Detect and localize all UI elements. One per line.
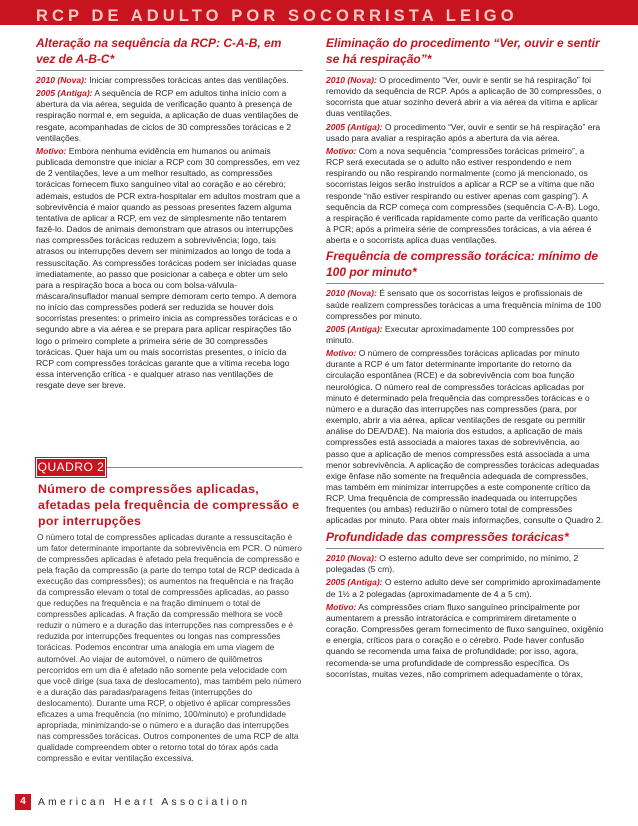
section-divider xyxy=(326,548,604,549)
paragraph-reason xyxy=(36,146,303,391)
paragraph-2005-old xyxy=(326,122,604,144)
text-2005: A sequência de RCP em adultos tinha início com a abertura da via aérea, seguida de verificação quanto à presença de respiração normal e, em seguida, a aplicação de duas ventilações de resgate, acompanhadas de ciclos de 30 compressões torácicas e 2 ventilações. xyxy=(36,88,299,143)
paragraph-reason xyxy=(326,602,604,680)
label-2010: 2010 (Nova): xyxy=(326,553,377,564)
section-title-cab: Alteração na sequência da RCP: C-A-B, em vez de A-B-C* xyxy=(36,36,282,66)
label-2005: 2005 (Antiga): xyxy=(326,323,383,334)
section-title-frequencia: Frequência de compressão torácica: mínimo de 100 por minuto* xyxy=(326,249,599,279)
right-column xyxy=(326,36,604,682)
quadro-tag: QUADRO 2 xyxy=(36,458,106,477)
text-2010: Iniciar compressões torácicas antes das ventilações. xyxy=(86,75,289,85)
label-2005: 2005 (Antiga): xyxy=(326,577,383,588)
section-divider xyxy=(326,70,604,71)
section-title-ver-ouvir: Eliminação do procedimento “Ver, ouvir e sentir se há respiração”* xyxy=(326,36,600,66)
paragraph-2010-new xyxy=(326,288,604,321)
quadro-body: O número total de compressões aplicadas durante a ressuscitação é um fator determinante importante da sobrevivência em PCR. O número de compressões aplicadas é afetado pela frequência de compressão e pela fração da compressão (a parte do tempo total de RCP dedicada à execução das compressões); os aumentos na frequência e na fração da compressão elevam o total de compressões aplicadas, ao passo que reduções na frequência e na fração diminuem o total de compressões aplicadas. A fração da compressão melhora se você reduzir o número e a duração das interrupções nas compressões e é reduzida por interrupções frequentes ou longas nas compressões torácicas. Podemos encontrar uma analogia em uma viagem de automóvel. Ao viajar de automóvel, o número de quilômetros percorridos em um dia é afetado não somente pela velocidade com que você dirige (sua taxa de deslocamento), mas também pelo número e a duração das paradas/paragens feitas (interrupções do deslocamento). Durante uma RCP, o objetivo é aplicar compressões eficazes a uma frequência (no mínimo, 100/minuto) e profundidade apropriada, minimizando-se o número e a duração das interrupções nas compressões torácicas. Outros componentes de uma RCP de alta qualidade compreendem obter o retorno total do tórax após cada compressão e evitar ventilação excessiva. xyxy=(37,532,302,763)
section-title-profundidade: Profundidade das compressões torácicas* xyxy=(326,529,569,544)
label-motivo: Motivo: xyxy=(36,145,67,156)
text-motivo: Embora nenhuma evidência em humanos ou animais publicada demonstre que iniciar a RCP com 30 compressões, em vez de 2 ventilações, leve a um melhor resultado, as compressões torácicas fornecem fluxo sanguíneo vital ao coração e ao cérebro; ademais, estudos de PCR extra-hospitalar em adultos mostram que a sobrevivência é maior quando as pessoas presentes fazem alguma tentativa de aplicar a RCP, em vez de simplesmente não tentarem fazê-lo. Dados de animais demonstram que atrasos ou interrupções nas compressões torácicas reduzem a sobrevivência; logo, tais atrasos ou interrupções devem ser minimizados ao longo de toda a ressuscitação. As compressões torácicas podem ser iniciadas quase imediatamente, ao passo que posicionar a cabeça e obter um selo para a respiração boca a boca ou com bolsa-válvula-máscara/insuflador manual sempre demoram certo tempo. A demora no início das compressões poderá ser reduzida se houver dois socorristas presentes: o primeiro inicia as compressões torácicas e o segundo abre a via aérea e se prepara para aplicar respirações tão logo o primeiro complete a primeira série de 30 compressões torácicas. Quer haja um ou mais socorristas presentes, o início da RCP com compressões torácicas garante que a vítima receba logo essa intervenção crítica - e qualquer atraso nas ventilações de resgate deve ser breve. xyxy=(36,145,301,391)
label-2005: 2005 (Antiga): xyxy=(326,121,383,132)
paragraph-2010-new xyxy=(36,75,303,86)
header-bar xyxy=(0,0,638,25)
paragraph-reason xyxy=(326,348,604,527)
quadro-title: Número de compressões aplicadas, afetadas pela frequência de compressão e por interrupções xyxy=(38,482,300,528)
label-2010: 2010 (Nova): xyxy=(36,75,87,85)
text-motivo: Com a nova sequência “compressões torácicas primeiro”, a RCP será executada se o adulto não estiver respondendo e nem respirando ou não respirando normalmente (como já mencionado, os socorristas leigos serão instruídos a aplicar a RCP se a vítima que não responde “não estiver respirando ou estiver apenas com gasping”). A sequência da RCP começa com compressões (sequência C-A-B). Logo, a respiração é verificada rapidamente como parte da verificação quanto à PCR; após a primeira série de compressões torácicas, a via aérea é aberta e o socorrista aplica duas ventilações. xyxy=(326,145,600,246)
paragraph-reason xyxy=(326,146,604,246)
text-2005: O esterno adulto deve ser comprimido aproximadamente de 1½ a 2 polegadas (aproximadamente de 4 a 5 cm). xyxy=(326,577,601,599)
label-2010: 2010 (Nova): xyxy=(326,75,377,85)
text-motivo: O número de compressões torácicas aplicadas por minuto durante a RCP é um fator determinante importante do retorno da circulação espontânea (RCE) e da sobrevivência com boa função neurológica. O número real de compressões torácicas aplicadas por minuto é determinado pela frequência das compressões torácicas e o número e a duração das interrupções nas compressões (para, por exemplo, abrir a via aérea, aplicar ventilações de resgate ou permitir análise do DEA/DAE). Na maioria dos estudos, a aplicação de mais compressões está associada a maiores taxas de sobrevivência, ao passo que a aplicação de menos compressões está associada a uma menor sobrevivência. A aplicação de compressões torácicas adequadas exige ênfase não somente na frequência adequada de compressões, mas também em minimizar interrupções a este componente crítico da RCP. Uma frequência de compressão inadequada ou interrupções frequentes (ou ambas) reduzirão o número total de compressões aplicadas por minuto. Para obter mais informações, consulte o Quadro 2. xyxy=(326,348,603,526)
left-column xyxy=(36,36,303,393)
paragraph-2005-old xyxy=(326,577,604,599)
text-motivo: As compressões criam fluxo sanguíneo principalmente por aumentarem a pressão intratorácica e comprimirem diretamente o coração. Compressões geram fornecimento de fluxo sanguíneo, oxigênio e energia, críticos para o coração e o cérebro. Pode haver confusão quando se recomenda uma faixa de profundidade; por isso, agora, recomenda-se uma profundidade de compressão específica. Os socorristas, muitas vezes, não comprimem adequadamente o tórax, xyxy=(326,601,604,679)
label-motivo: Motivo: xyxy=(326,348,357,359)
label-2005: 2005 (Antiga): xyxy=(36,88,93,99)
footer-organization: American Heart Association xyxy=(38,797,251,808)
section-divider xyxy=(326,283,604,284)
paragraph-2005-old xyxy=(36,88,303,144)
text-2010: O procedimento “Ver, ouvir e sentir se há respiração” foi removido da sequência de RCP. Após a aplicação de 30 compressões, o socorrista que atuar sozinho deverá abrir a via aérea da vítima e aplicar duas ventilações. xyxy=(326,75,602,119)
paragraph-2005-old xyxy=(326,324,604,346)
text-2005: Executar aproximadamente 100 compressões por minuto. xyxy=(326,323,574,345)
section-divider xyxy=(36,70,303,71)
text-2010: O esterno adulto deve ser comprimido, no mínimo, 2 polegadas (5 cm). xyxy=(326,553,579,575)
label-motivo: Motivo: xyxy=(326,601,357,612)
page-header-title: RCP DE ADULTO POR SOCORRISTA LEIGO xyxy=(36,7,518,25)
paragraph-2010-new xyxy=(326,553,604,575)
text-2005: O procedimento “Ver, ouvir e sentir se há respiração” era usado para avaliar a respiração após a abertura da via aérea. xyxy=(326,121,601,143)
page-number: 4 xyxy=(15,794,31,810)
paragraph-2010-new xyxy=(326,75,604,120)
label-motivo: Motivo: xyxy=(326,145,357,156)
label-2010: 2010 (Nova): xyxy=(326,288,377,299)
text-2010: É sensato que os socorristas leigos e profissionais de saúde realizem compressões torácicas a uma frequência mínima de 100 compressões por minuto. xyxy=(326,288,602,321)
